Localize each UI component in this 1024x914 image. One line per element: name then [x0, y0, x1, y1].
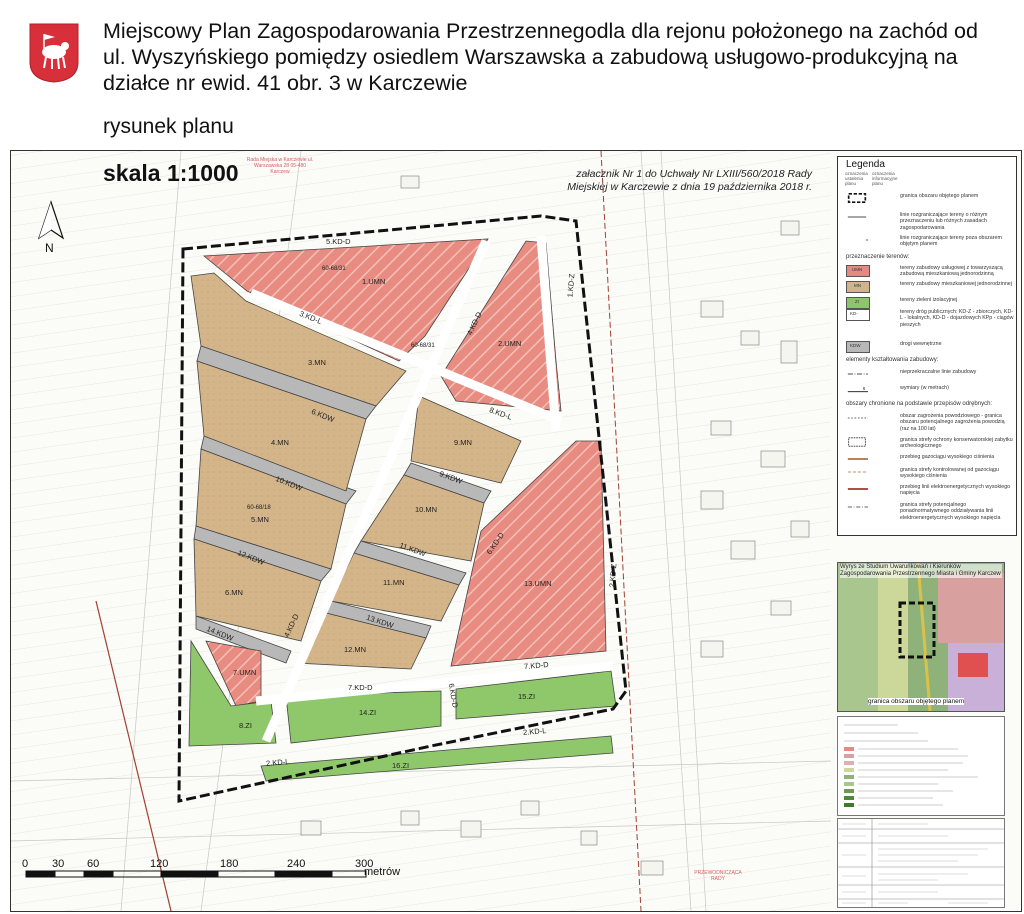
road-label-9-kdw: 9.KDW	[438, 469, 464, 486]
zone-label-3-mn: 3.MN	[308, 358, 326, 367]
zone-label-6-mn: 6.MN	[225, 588, 243, 597]
inset-legend-drawing	[838, 717, 1004, 815]
road-label-6-kdw: 6.KDW	[310, 406, 336, 425]
scalebar-tick: 240	[287, 858, 306, 870]
legend-item: granica obszaru objętego planem	[900, 193, 979, 199]
legend-item: drogi wewnętrzne	[900, 341, 942, 347]
legend-item: tereny zabudowy usługowej z towarzyszącą zabudową mieszkaniową jednorodzinną	[900, 265, 1003, 278]
zone-label-15-zi: 15.ZI	[518, 692, 536, 701]
study-inset-map	[837, 562, 1005, 712]
scalebar-tick: 0	[22, 858, 29, 870]
zone-label-10-mn: 10.MN	[415, 505, 438, 514]
power-zone-symbol-icon	[846, 502, 868, 512]
inset-caption: granica obszaru objętego planem	[868, 698, 965, 705]
archaeo-label: 60-68/31	[322, 266, 346, 272]
plan-title: Miejscowy Plan Zagospodarowania Przestrzennegodla dla rejonu położonego na zachód od ul. Wyszyńskiego pomiędzy osiedlem Warszawska a zabudową usługowo-produkcyjną na działce nr ewid. 41 obr. 3 w Karczewie	[103, 19, 978, 95]
gas-pipeline-symbol-icon	[846, 454, 868, 464]
plan-boundary-symbol-icon	[846, 193, 868, 203]
dimension-symbol-icon	[846, 385, 868, 395]
legend-section: elementy kształtowania zabudowy:	[846, 357, 939, 363]
zone-code: ZI	[855, 299, 859, 304]
zone-label-13-umn: 13.UMN	[524, 579, 552, 588]
legend-item: tereny zabudowy mieszkaniowej jednorodzinnej	[900, 281, 1012, 287]
archaeo-zone-symbol-icon	[846, 437, 868, 447]
power-line-symbol-icon	[846, 484, 868, 494]
road-label-6-kd-d-south: 6.KD-D	[446, 682, 460, 709]
road-label-4-kd-d-lower: 4.KD-D	[282, 612, 301, 639]
zone-label-11-mn: 11.MN	[383, 578, 405, 587]
road-label-14-kdw: 14.KDW	[205, 624, 235, 643]
dashed-line-symbol-icon	[846, 235, 868, 245]
legend-section: przeznaczenie terenów:	[846, 254, 910, 260]
zone-label-12-mn: 12.MN	[344, 645, 367, 654]
zone-label-2-umn: 2.UMN	[498, 339, 522, 348]
zone-label-5-mn: 5.MN	[251, 515, 269, 524]
legend-item: granica strefy potencjalnego ponadnormatywnego oddziaływania linii elektroenergetycznych wysokiego napięcia	[900, 502, 1001, 521]
scalebar-unit: metrów	[364, 866, 401, 878]
legend-section: obszary chronione na podstawie przepisów odrębnych:	[846, 401, 993, 407]
legend-item: linie rozgraniczające tereny poza obszarem objętym planem	[900, 235, 1002, 248]
legend-item: tereny zieleni izolacyjnej	[900, 297, 958, 303]
zone-label-7-umn: 7.UMN	[233, 668, 257, 677]
legend-item: przebieg linii elektroenergetycznych wysokiego napięcia	[900, 484, 1011, 497]
road-label-2-kd-l: 2.KD-L	[522, 725, 547, 738]
legend-item: linie rozgraniczające tereny o różnym przeznaczeniu lub różnych zasadach zagospodarowania	[900, 212, 988, 231]
legend-caption-plan: oznaczenia ustalenia planu	[845, 171, 868, 186]
zone-label-8-zi: 8.ZI	[239, 721, 252, 730]
council-stamp: Rada Miejska w Karczewie ul. Warszawska 28 05-480 Karczew	[246, 157, 314, 175]
legend-item: granica strefy ochrony konserwatorskiej zabytku archeologicznego	[900, 437, 1013, 450]
road-label-13-kdw: 13.KDW	[365, 612, 395, 631]
scalebar-tick: 300	[355, 858, 374, 870]
zone-code: KD-	[850, 311, 858, 316]
zone-label-9-mn: 9.MN	[454, 438, 472, 447]
legend-title: Legenda	[846, 159, 885, 170]
road-label-12-kdw: 12.KDW	[236, 548, 266, 567]
archaeo-label: 60-68/31	[411, 343, 435, 349]
scalebar-tick: 120	[150, 858, 169, 870]
line-symbol-icon	[846, 212, 868, 222]
chair-stamp: PRZEWODNICZĄCA RADY	[694, 870, 742, 882]
scalebar-tick: 180	[220, 858, 239, 870]
road-label-8-kd-l: 8.KD-L	[488, 405, 514, 422]
approval-table	[837, 818, 1005, 908]
zone-code: UMN	[852, 267, 863, 272]
archaeo-label: 60-68/18	[247, 505, 271, 511]
road-label-1-kd-z: 1.KD-Z	[565, 273, 577, 298]
road-label-3-kd-l: 3.KD-L	[298, 308, 324, 327]
scalebar-tick: 60	[87, 858, 100, 870]
legend-panel	[837, 156, 1017, 536]
road-label-4-kd-d: 4.KD-D	[465, 310, 484, 337]
legend-item: nieprzekraczalne linie zabudowy	[900, 369, 977, 375]
flood-boundary-symbol-icon	[846, 413, 868, 423]
inset-title: Wyrys ze Studium Uwarunkowań i Kierunków Zagospodarowania Przestrzennego Miasta i Gminy Karczew	[840, 564, 1001, 577]
legend-item: tereny dróg publicznych: KD-Z - zbiorczych, KD-L - lokalnych, KD-D - dojazdowych KPp - ciągów pieszych	[900, 309, 1014, 328]
road-label-5-kd-d: 5.KD-D	[326, 237, 351, 246]
legend-item: przebieg gazociągu wysokiego ciśnienia	[900, 454, 995, 460]
map-scale: skala 1:1000	[103, 160, 239, 186]
road-label-10-kdw: 10.KDW	[274, 474, 304, 493]
legend-item: obszar zagrożenia powodziowego - granica obszaru potencjalnego zagrożenia powodzią (raz na 100 lat)	[900, 413, 1005, 432]
zone-label-1-umn: 1.UMN	[362, 277, 386, 286]
zone-code: MN	[854, 283, 861, 288]
road-label-2-kd-z: 2.KD-Z	[607, 563, 619, 588]
approval-table-grid	[838, 819, 1004, 907]
road-label-7-kd-d: 7.KD-D	[523, 659, 549, 672]
zone-label-14-zi: 14.ZI	[359, 708, 377, 717]
gas-zone-symbol-icon	[846, 467, 868, 477]
legend-item: granica strefy kontrolowanej od gazociągu wysokiego ciśnienia	[900, 467, 999, 480]
road-label-11-kdw: 11.KDW	[398, 540, 428, 559]
zone-code: KDW	[850, 343, 861, 348]
zone-label-16-zi: 16.ZI	[392, 761, 410, 770]
north-label: N	[45, 241, 54, 255]
road-label-6-kd-d: 6.KD-D	[484, 530, 507, 557]
legend-caption-info: oznaczenia informacyjne planu	[872, 171, 898, 186]
road-label-2-kd-l-west: 2.KD-L	[265, 756, 290, 769]
attachment-note: załacznik Nr 1 do Uchwały Nr LXIII/560/2018 Rady Miejskiej w Karczewie z dnia 19 października 2018 r.	[567, 168, 812, 193]
inset-map-drawing	[838, 563, 1004, 711]
inset-legend	[837, 716, 1005, 816]
road-label-7-kd-d-west: 7.KD-D	[348, 683, 373, 692]
scalebar-tick: 30	[52, 858, 65, 870]
plan-subtitle: rysunek planu	[103, 115, 234, 138]
svg-text:6: 6	[862, 386, 866, 391]
legend-item: wymiary (w metrach)	[900, 385, 949, 391]
building-line-symbol-icon	[846, 369, 868, 379]
zone-label-4-mn: 4.MN	[271, 438, 289, 447]
coat-of-arms-lamb-icon	[28, 22, 80, 84]
